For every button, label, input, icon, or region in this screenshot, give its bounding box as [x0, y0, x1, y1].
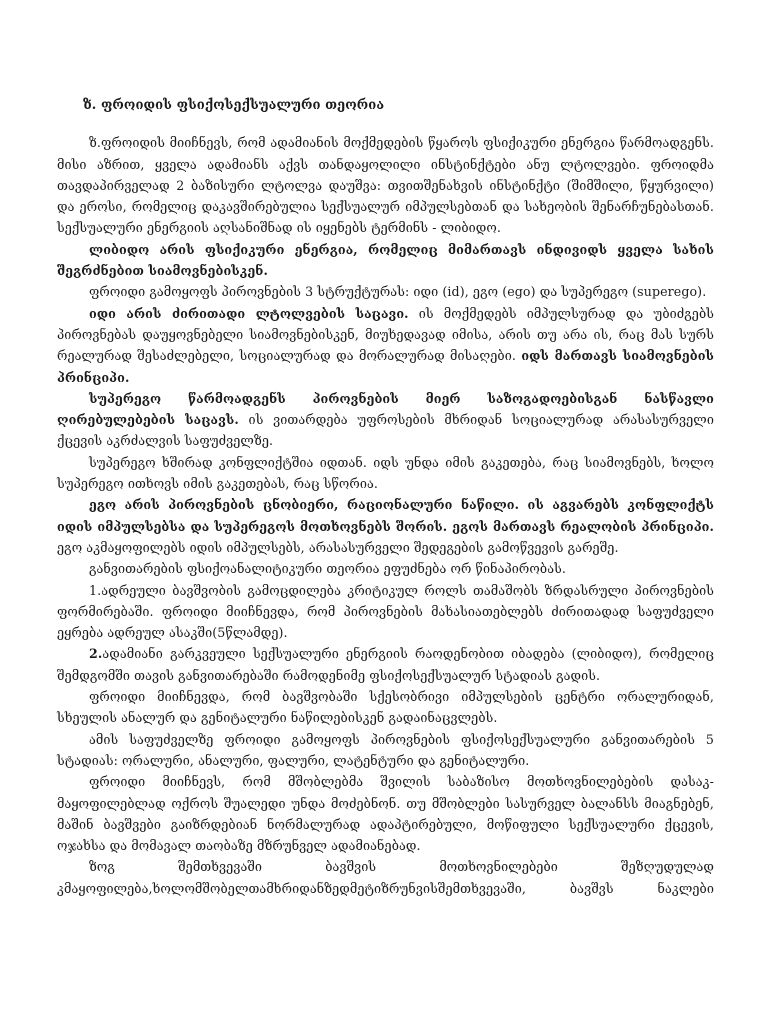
id-definition-bold: იდი არის ძირითადი ლტოლვების საცავი. — [89, 305, 409, 321]
paragraph-stages: ამის საფუძველზე ფროიდი გამოყოფს პიროვნების ფსიქოსექსუალური განვითარების 5 სტადიას: ორალური, ანალური, ფალური, ლატენტური და გენიტალური. — [57, 731, 714, 768]
paragraph-parents: ფროიდი მიიჩნევს, რომ მშობლებმა შვილის საბაზისო მოთხოვნილებების დასაკ-მაყოფილებლად ოქროს შუალედი უნდა მოძებნონ. თუ მშობლები სასურველ ბალანსს მიაგნებენ, მაშინ ბავშვები გაიზრდებიან ნორმალურად ადაპტირებული, მოწიფული სექსუალური ქცევის, ოჯახსა და მომავალ თაობაზე მზრუნველ ადამიანებად. — [57, 774, 714, 854]
paragraph-intro: ზ.ფროიდის მიიჩნევს, რომ ადამიანის მოქმედების წყაროს ფსიქიკური ენერგია წარმოადგენს. მისი აზრით, ყველა ადამიანს აქვს თანდაყოლილი ინსტინქტები ანუ ლტოლვები. ფროიდმა თავდაპირველად 2 ბაზისური ლტოლვა დაუშვა: თვითშენახვის ინსტინქტი (შიმშილი, წყურვილი) და ეროსი, რომელიც დაკავშირებულია სექსუალურ იმპულსებთან და სახეობის შენარჩუნებასთან. სექსუალური ენერგიის აღსანიშნად ის იყენებს ტერმინს - ლიბიდო. — [57, 135, 714, 236]
document-title: ზ. ფროიდის ფსიქოსექსუალური თეორია — [83, 98, 385, 113]
paragraph-superego — [57, 388, 714, 452]
premise-2-text: ადამიანი გარკვეული სექსუალური ენერგიის რაოდენობით იბადება (ლიბიდო), რომელიც შემდგომში თავის განვითარებაში რამოდენიმე ფსიქოსექსუალურ სტადიას გადის. — [57, 646, 714, 683]
id-description: ის მოქმედებს იმპულსურად და უბიძგებს პიროვნებას დაუყოვნებელი სიამოვნებისკენ, მიუხედავად იმისა, არის თუ არა ის, რაც მას სურს რეალურად შესაძლებელი, სოციალურად და მორალურად მისაღები. — [57, 305, 714, 364]
paragraph-conflict: სუპერეგო ხშირად კონფლიქტშია იდთან. იდს უნდა იმის გაკეთება, რაც სიამოვნებს, ხოლო სუპერეგო ითხოვს იმის გაკეთებას, რაც სწორია. — [57, 454, 714, 492]
paragraph-premise-1: 1.ადრეული ბავშვობის გამოცდილება კრიტიკულ როლს თამაშობს ზრდასრული პიროვნების ფორმირებაში. ფროიდი მიიჩნევდა, რომ პიროვნების მახასიათებლებს ძირითადად საფუძველი ეყრება ადრეულ ასაკში(5წლამდე). — [57, 582, 714, 641]
paragraph-premise-2 — [57, 643, 714, 686]
paragraph-libido-definition — [57, 239, 714, 282]
paragraph-structures: ფროიდი გამოყოფს პიროვნების 3 სტრუქტურას: იდი (id), ეგო (ego) და სუპერეგო (superego). — [89, 284, 707, 300]
libido-definition-bold: ლიბიდო არის ფსიქიკური ენერგია, რომელიც მიმართავს ინდივიდს ყველა სახის შეგრძნებით სიამოვნებისკენ. — [57, 241, 714, 279]
paragraph-premises: განვითარების ფსიქოანალიტიკური თეორია ეფუძნება ორ წინაპირობას. — [89, 561, 566, 577]
premise-2-number: 2. — [89, 646, 103, 662]
paragraph-cases: ზოგ შემთხვევაში ბავშვის მოთხოვნილებები შეზღუდულად კმაყოფილება,ხოლომშობელთამხრიდანზედმეტიზრუნვისშემთხვევაში, ბავშვს ნაკლები — [57, 859, 714, 896]
paragraph-ego — [57, 494, 714, 558]
superego-definition-bold: სუპერეგო წარმოადგენს პიროვნების მიერ საზოგადოებისგან ნასწავლი ღირებულებების საცავს. — [57, 390, 714, 428]
ego-description: ეგო აკმაყოფილებს იდის იმპულსებს, არასასურველი შედეგების გამოწვევის გარეშე. — [57, 539, 619, 555]
document-body — [57, 95, 714, 899]
paragraph-impulse-shift: ფროიდი მიიჩნევდა, რომ ბავშვობაში სქესობრივი იმპულსების ცენტრი ორალურიდან, სხეულის ანალურ და გენიტალური ნაწილებისკენ გადაინაცვლებს. — [57, 689, 714, 726]
id-principle-bold: იდს მართავს სიამოვნების პრინციპი. — [57, 348, 714, 385]
superego-description: ის ვითარდება უფროსების მხრიდან სოციალურად არასასურველი ქცევის აკრძალვის საფუძველზე. — [57, 412, 714, 449]
paragraph-id — [57, 303, 714, 388]
ego-definition-bold: ეგო არის პიროვნების ცნობიერი, რაციონალური ნაწილი. ის აგვარებს კონფლიქტს იდის იმპულსებსა და სუპერეგოს მოთხოვნებს შორის. ეგოს მართავს რეალობის პრინციპი. — [57, 497, 714, 534]
